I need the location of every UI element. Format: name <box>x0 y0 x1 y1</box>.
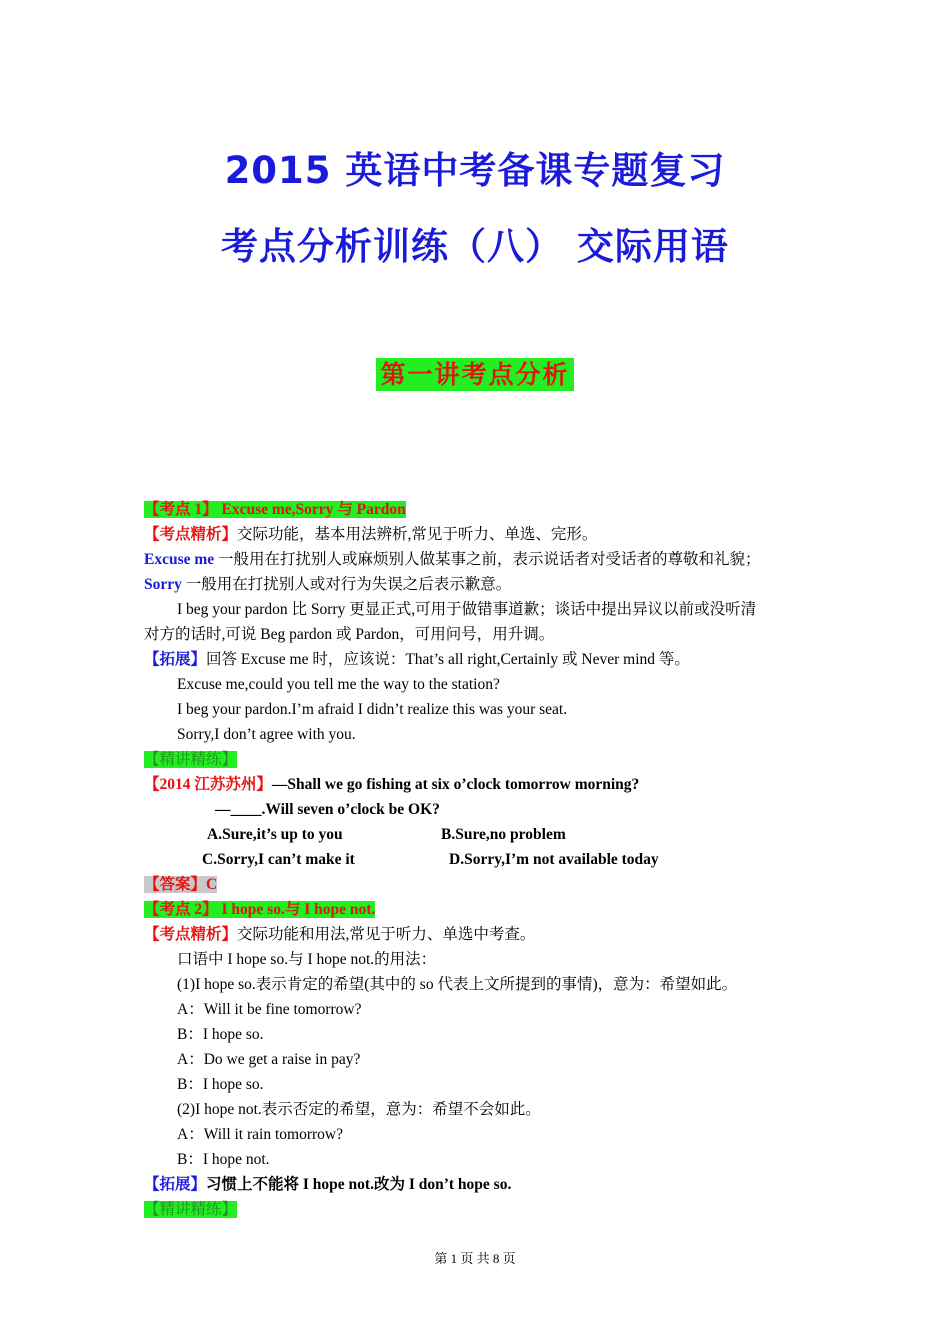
kp2-practice-tag: 【精讲精练】 <box>144 1201 238 1218</box>
kp1-sorry-line: Sorry 一般用在打扰别人或对行为失误之后表示歉意。 <box>144 576 512 593</box>
kp1-question-line1: 【2014 江苏苏州】—Shall we go fishing at six o’clock tomorrow morning? <box>144 776 640 793</box>
kp1-option-c: C.Sorry,I can’t make it <box>202 851 355 868</box>
kp1-practice-tag: 【精讲精练】 <box>144 751 238 768</box>
kp2-dialog-4: B：I hope so. <box>177 1076 264 1093</box>
kp2-dialog-3: A：Do we get a raise in pay? <box>177 1051 361 1068</box>
kp1-extension: 【拓展】回答 Excuse me 时，应该说：That’s all right,Certainly 或 Never mind 等。 <box>144 651 690 668</box>
kp1-excuse-line: Excuse me 一般用在打扰别人或麻烦别人做某事之前，表示说话者对受话者的尊敬和礼貌； <box>144 551 761 568</box>
kp1-answer: 【答案】C <box>144 876 218 893</box>
kp1-example-2: I beg your pardon.I’m afraid I didn’t realize this was your seat. <box>177 701 568 718</box>
kp2-dialog-6: B：I hope not. <box>177 1151 270 1168</box>
kp2-dialog-2: B：I hope so. <box>177 1026 264 1043</box>
kp1-example-1: Excuse me,could you tell me the way to the station? <box>177 676 500 693</box>
kp1-example-3: Sorry,I don’t agree with you. <box>177 726 356 743</box>
kp2-intro: 口语中 I hope so.与 I hope not.的用法： <box>177 951 437 968</box>
page-footer: 第 1 页 共 8 页 <box>434 1251 516 1266</box>
kp2-extension: 【拓展】习惯上不能将 I hope not.改为 I don’t hope so. <box>144 1176 512 1193</box>
kp1-pardon-line1: I beg your pardon 比 Sorry 更显正式,可用于做错事道歉；谈话中提出异议以前或没听清 <box>177 601 757 618</box>
kp1-analysis: 【考点精析】交际功能，基本用法辨析,常见于听力、单选、完形。 <box>144 526 598 543</box>
kp2-point-2: (2)I hope not.表示否定的希望，意为：希望不会如此。 <box>177 1101 541 1118</box>
kp1-heading: 【考点 1】 Excuse me,Sorry 与 Pardon <box>144 501 406 518</box>
kp1-option-b: B.Sure,no problem <box>441 826 566 843</box>
section-heading: 第一讲考点分析 <box>0 355 950 391</box>
kp1-option-d: D.Sorry,I’m not available today <box>449 851 659 868</box>
kp2-point-1: (1)I hope so.表示肯定的希望(其中的 so 代表上文所提到的事情)，意为：希望如此。 <box>177 976 738 993</box>
kp2-analysis: 【考点精析】交际功能和用法,常见于听力、单选中考查。 <box>144 926 536 943</box>
kp2-dialog-5: A：Will it rain tomorrow? <box>177 1126 343 1143</box>
doc-title-line1: 2015 英语中考备课专题复习 <box>224 149 726 192</box>
kp2-heading: 【考点 2】 I hope so.与 I hope not. <box>144 901 376 918</box>
kp1-pardon-line2: 对方的话时,可说 Beg pardon 或 Pardon，可用问号，用升调。 <box>144 626 555 643</box>
doc-title-line2: 考点分析训练（八） 交际用语 <box>221 225 729 268</box>
kp2-dialog-1: A：Will it be fine tomorrow? <box>177 1001 362 1018</box>
kp1-question-line2: —____.Will seven o’clock be OK? <box>215 801 440 818</box>
kp1-option-a: A.Sure,it’s up to you <box>207 826 343 843</box>
